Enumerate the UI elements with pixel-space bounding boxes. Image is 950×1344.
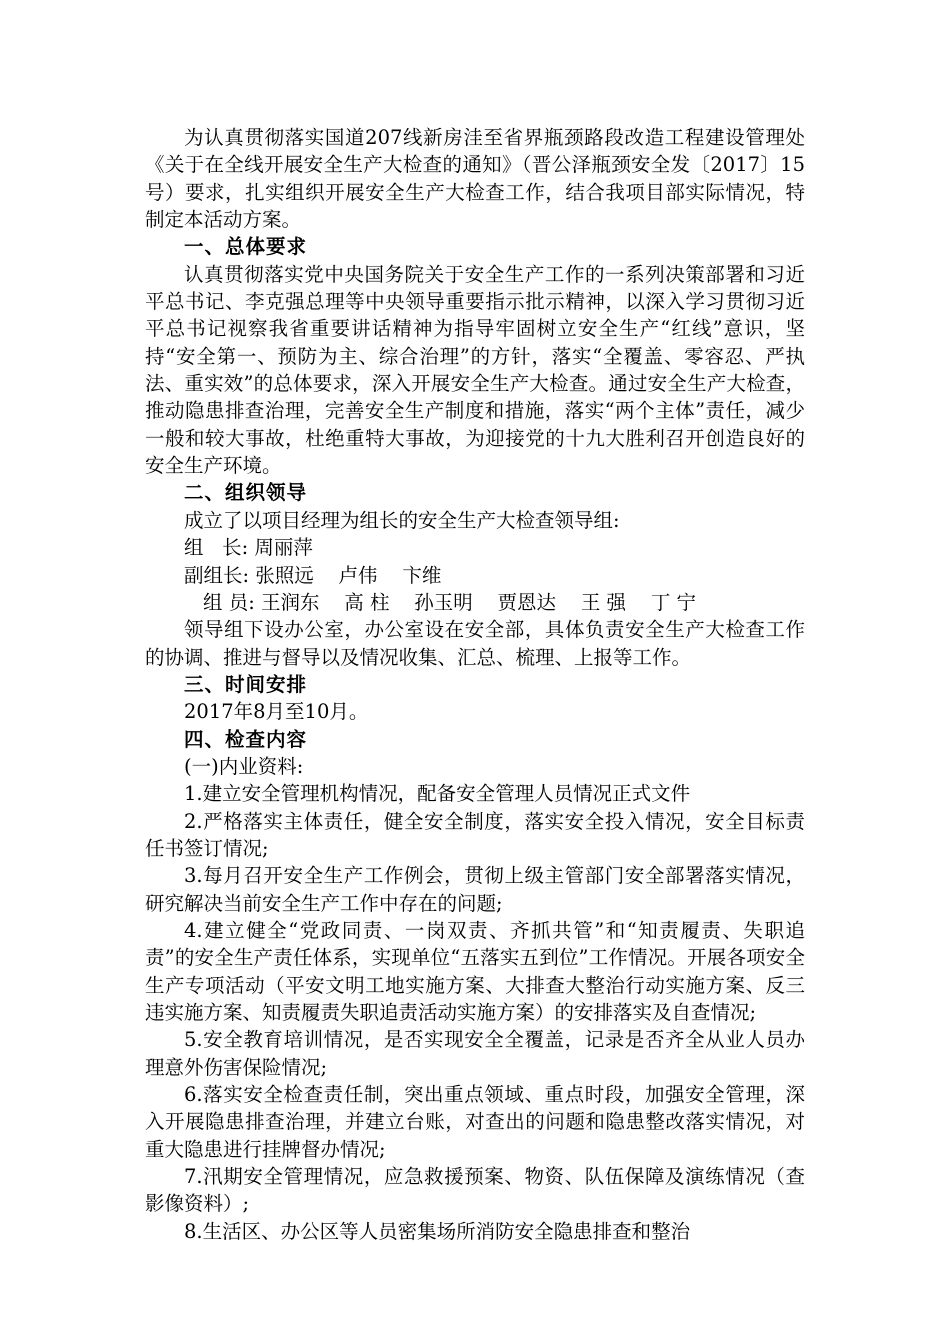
check-item: 2.严格落实主体责任，健全安全制度，落实安全投入情况，安全目标责任书签订情况;	[145, 809, 805, 860]
check-item: 4.建立健全“党政同责、一岗双责、齐抓共管”和“知责履责、失职追责”的安全生产责任体系，实现单位“五落实五到位”工作情况。开展各项安全生产专项活动（平安文明工地实施方案、大排查大整治行动实施方案、反三违实施方案、知责履责失职追责活动实施方案）的安排落实及自查情况;	[145, 918, 805, 1024]
group-members: 组 员: 王润东 高 柱 孙玉明 贾恩达 王 强 丁 宁	[203, 590, 697, 614]
check-item: 3.每月召开安全生产工作例会，贯彻上级主管部门安全部署落实情况，研究解决当前安全生产工作中存在的问题;	[145, 864, 805, 915]
section-2-lead: 成立了以项目经理为组长的安全生产大检查领导组:	[184, 508, 620, 532]
section-4-sub: (一)内业资料:	[184, 754, 304, 778]
section-2-heading: 二、组织领导	[184, 481, 308, 505]
intro-paragraph: 为认真贯彻落实国道207线新房洼至省界瓶颈路段改造工程建设管理处《关于在全线开展安全生产大检查的通知》（晋公泽瓶颈安全发〔2017〕15号）要求，扎实组织开展安全生产大检查工作，结合我项目部实际情况，特制定本活动方案。	[145, 126, 805, 232]
check-item: 1.建立安全管理机构情况，配备安全管理人员情况正式文件	[184, 782, 691, 806]
section-4-heading: 四、检查内容	[184, 727, 308, 751]
check-item: 7.汛期安全管理情况，应急救援预案、物资、队伍保障及演练情况（查影像资料）;	[145, 1165, 805, 1216]
section-3-body: 2017年8月至10月。	[184, 700, 369, 724]
check-item: 6.落实安全检查责任制，突出重点领域、重点时段，加强安全管理，深入开展隐患排查治理，并建立台账，对查出的问题和隐患整改落实情况，对重大隐患进行挂牌督办情况;	[145, 1083, 805, 1161]
section-3-heading: 三、时间安排	[184, 672, 308, 696]
office-paragraph: 领导组下设办公室，办公室设在安全部，具体负责安全生产大检查工作的协调、推进与督导以及情况收集、汇总、梳理、上报等工作。	[145, 618, 805, 669]
check-item: 5.安全教育培训情况，是否实现安全全覆盖，记录是否齐全从业人员办理意外伤害保险情况;	[145, 1028, 805, 1079]
document-body	[145, 124, 805, 1245]
section-1-heading: 一、总体要求	[184, 235, 308, 259]
group-leader: 组 长: 周丽萍	[184, 536, 313, 560]
section-1-body: 认真贯彻落实党中央国务院关于安全生产工作的一系列决策部署和习近平总书记、李克强总理等中央领导重要指示批示精神，以深入学习贯彻习近平总书记视察我省重要讲话精神为指导牢固树立安全生产“红线”意识，坚持“安全第一、预防为主、综合治理”的方针，落实“全覆盖、零容忍、严执法、重实效”的总体要求，深入开展安全生产大检查。通过安全生产大检查，推动隐患排查治理，完善安全生产制度和措施，落实“两个主体”责任，减少一般和较大事故，杜绝重特大事故，为迎接党的十九大胜利召开创造良好的安全生产环境。	[145, 262, 805, 478]
group-deputy: 副组长: 张照远 卢伟 卞维	[184, 563, 442, 587]
check-item: 8.生活区、办公区等人员密集场所消防安全隐患排查和整治	[184, 1219, 691, 1243]
